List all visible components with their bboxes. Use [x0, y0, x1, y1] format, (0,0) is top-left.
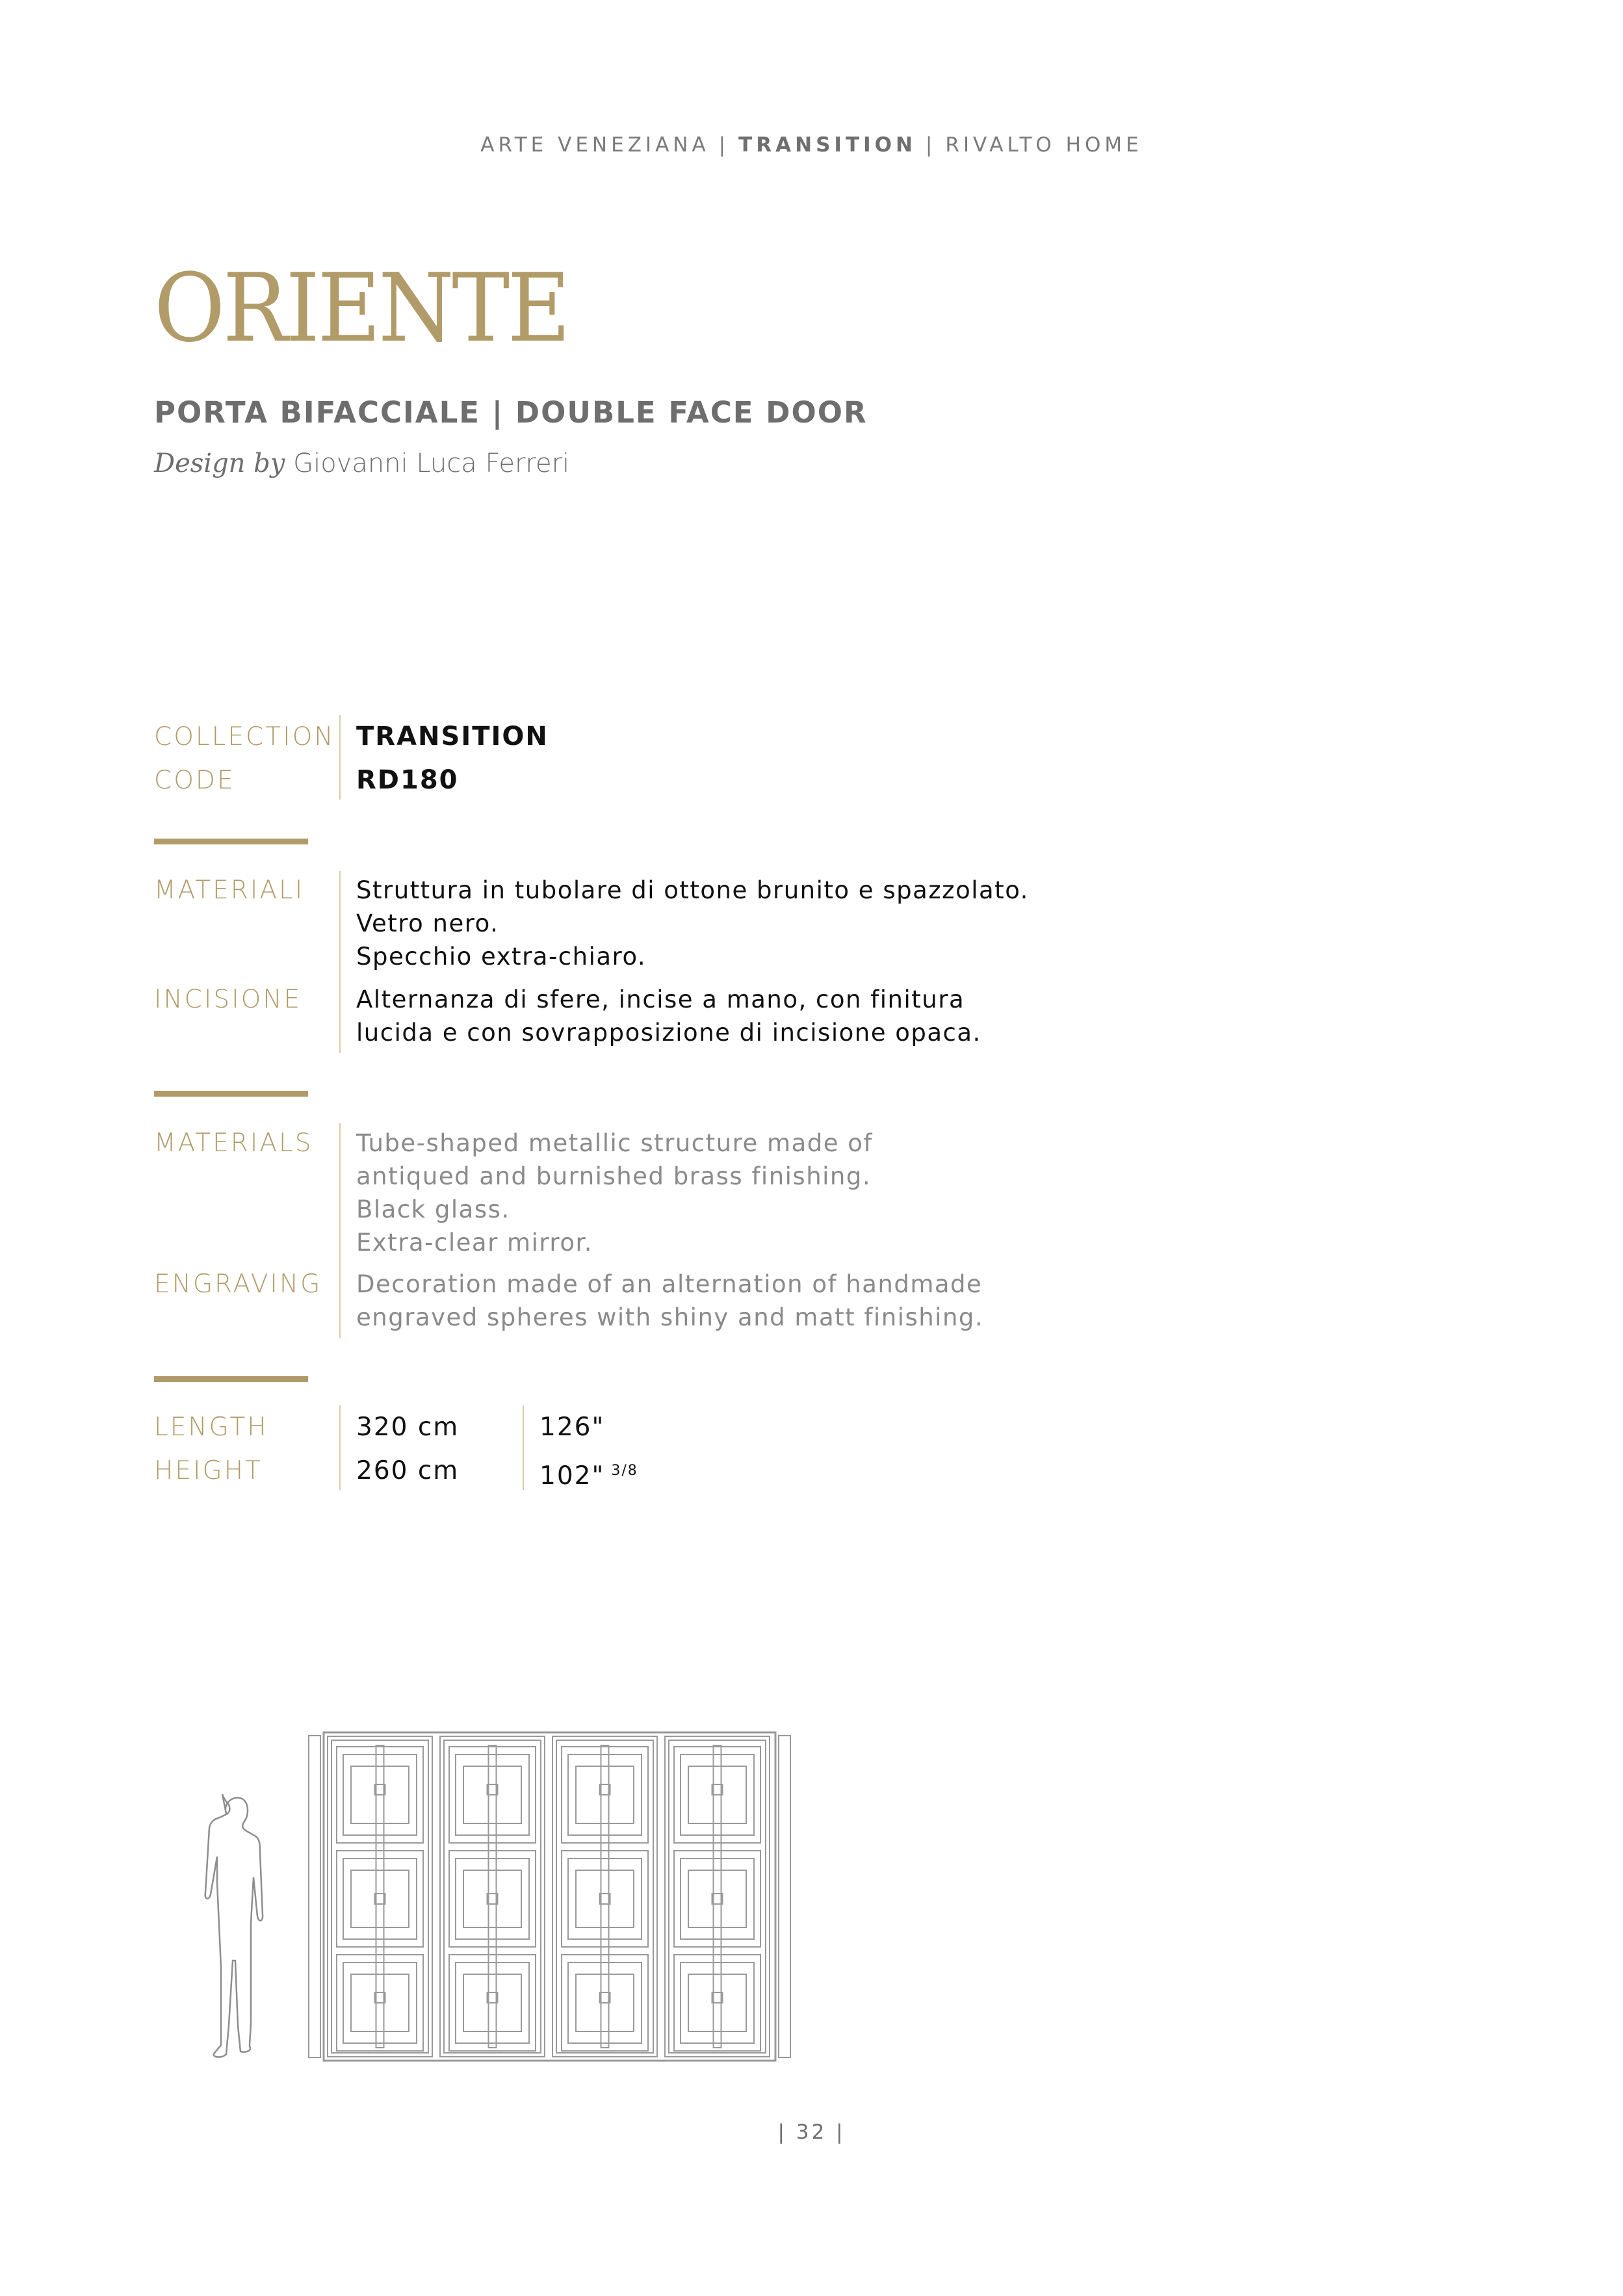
- divider-line: [339, 1123, 341, 1338]
- product-title: ORIENTE: [154, 254, 569, 363]
- breadcrumb-rivalto-home: RIVALTO HOME: [945, 133, 1143, 157]
- door-side-jamb: [779, 1736, 790, 2057]
- designer-name: Giovanni Luca Ferreri: [293, 449, 570, 478]
- materials-label: MATERIALS: [154, 1128, 313, 1158]
- materials-line: Black glass.: [356, 1195, 510, 1223]
- incisione-label: INCISIONE: [154, 985, 302, 1014]
- materials-text: [356, 1127, 873, 1259]
- height-inches-fraction: 3/8: [611, 1463, 638, 1479]
- divider-line: [339, 871, 341, 1053]
- design-by-label: Design by: [154, 449, 285, 478]
- breadcrumb-separator: |: [718, 133, 730, 157]
- door-decor-core: [351, 1870, 409, 1927]
- divider-line: [523, 1405, 524, 1490]
- section-rule: [154, 1091, 308, 1097]
- collection-breadcrumb: [0, 133, 1623, 157]
- door-decor-box: [674, 1851, 760, 1947]
- materiali-label: MATERIALI: [154, 876, 305, 905]
- engraving-line: engraved spheres with shiny and matt finishing.: [356, 1303, 984, 1331]
- length-cm: 320 cm: [356, 1413, 460, 1442]
- door-decor-core: [576, 1870, 634, 1927]
- section-rule: [154, 1376, 308, 1382]
- materiali-line: Struttura in tubolare di ottone brunito e spazzolato.: [356, 876, 1029, 904]
- height-inches: [539, 1449, 638, 1498]
- human-scale-figure: [205, 1794, 263, 2057]
- engraving-text: [356, 1268, 983, 1334]
- breadcrumb-arte-veneziana: ARTE VENEZIANA: [480, 133, 710, 157]
- breadcrumb-separator: |: [925, 133, 937, 157]
- door-panel-inner: [444, 1740, 541, 2053]
- collection-value: TRANSITION: [356, 722, 549, 751]
- door-decor-box: [449, 1851, 536, 1947]
- materials-line: antiqued and burnished brass finishing.: [356, 1162, 872, 1190]
- length-label: LENGTH: [154, 1413, 268, 1442]
- product-subtitle: PORTA BIFACCIALE | DOUBLE FACE DOOR: [154, 395, 868, 430]
- door-panel-inner: [669, 1740, 766, 2053]
- engraving-line: Decoration made of an alternation of handmade: [356, 1270, 983, 1298]
- incisione-line: Alternanza di sfere, incise a mano, con finitura: [356, 985, 965, 1013]
- collection-label: COLLECTION: [154, 722, 335, 751]
- divider-line: [339, 1405, 341, 1490]
- code-label: CODE: [154, 766, 235, 795]
- materiali-text: [356, 874, 1029, 973]
- page-number: | 32 |: [777, 2120, 846, 2144]
- height-inches-value: 102": [539, 1461, 605, 1491]
- incisione-line: lucida e con sovrapposizione di incisione opaca.: [356, 1019, 981, 1047]
- divider-line: [339, 715, 341, 800]
- breadcrumb-transition: TRANSITION: [738, 133, 916, 157]
- materiali-line: Specchio extra-chiaro.: [356, 943, 647, 971]
- door-panel-inner: [331, 1740, 428, 2053]
- door-decor-box: [562, 1851, 648, 1947]
- incisione-text: [356, 983, 981, 1049]
- materials-line: Extra-clear mirror.: [356, 1229, 593, 1257]
- door-panel-inner: [556, 1740, 653, 2053]
- code-value: RD180: [356, 765, 459, 795]
- door-technical-drawing: [175, 1619, 793, 2087]
- designer-credit: [154, 449, 569, 478]
- section-rule: [154, 839, 308, 844]
- door-outer-frame: [324, 1732, 775, 2061]
- door-decor-box: [337, 1851, 423, 1947]
- height-cm: 260 cm: [356, 1456, 460, 1485]
- length-inches: 126": [539, 1413, 605, 1442]
- door-decor-core: [463, 1870, 521, 1927]
- height-label: HEIGHT: [154, 1456, 263, 1485]
- engraving-label: ENGRAVING: [154, 1270, 322, 1299]
- door-decor-core: [688, 1870, 746, 1927]
- materiali-line: Vetro nero.: [356, 909, 499, 937]
- door-side-jamb: [309, 1736, 320, 2057]
- materials-line: Tube-shaped metallic structure made of: [356, 1129, 873, 1157]
